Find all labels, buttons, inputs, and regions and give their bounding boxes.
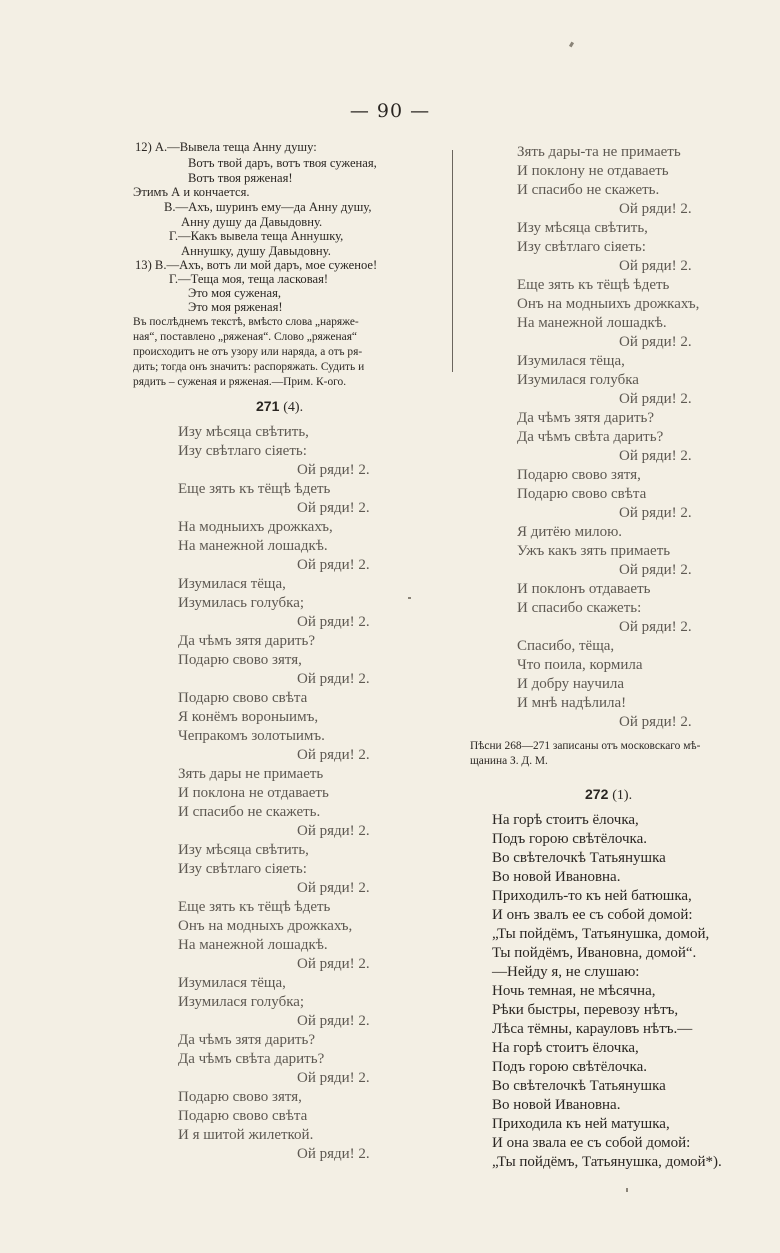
verse-line: Ужъ какъ зять примаеть: [517, 543, 671, 559]
scan-speck: [408, 597, 411, 599]
refrain-line: Ой ряди! 2.: [619, 448, 692, 464]
verse-line: Онъ на модныхъ дрожкахъ,: [178, 918, 353, 934]
verse-line: „Ты пойдёмъ, Татьянушка, домой*).: [492, 1154, 722, 1170]
verse-line: Подарю свово свѣта: [178, 1108, 308, 1124]
refrain-line: Ой ряди! 2.: [619, 391, 692, 407]
song-heading-271: [256, 399, 303, 415]
verse-line: И она звала ее съ собой домой:: [492, 1135, 691, 1151]
refrain-line: Ой ряди! 2.: [619, 562, 692, 578]
footnote-line: рядить – суженая и ряженая.—Прим. К-ого.: [133, 376, 347, 388]
verse-line: Во свѣтелочкѣ Татьянушка: [492, 850, 666, 866]
refrain-line: Ой ряди! 2.: [297, 1146, 370, 1162]
refrain-line: Ой ряди! 2.: [297, 1070, 370, 1086]
column-divider: [452, 150, 453, 372]
verse-line: Еще зять къ тёщѣ ѣдеть: [517, 277, 670, 293]
variant-line: Анну душу да Давыдовну.: [181, 215, 323, 229]
verse-line: И поклона не отдаваеть: [178, 785, 329, 801]
song-variant-number: (4).: [283, 400, 304, 415]
verse-line: Изу мѣсяца свѣтить,: [178, 842, 309, 858]
refrain-line: Ой ряди! 2.: [297, 823, 370, 839]
refrain-line: Ой ряди! 2.: [297, 1013, 370, 1029]
variant-line: Это моя ряженая!: [188, 300, 283, 314]
verse-line: Подъ горою свѣтёлочка.: [492, 831, 647, 847]
verse-line: На манежной лошадкѣ.: [517, 315, 667, 331]
refrain-line: Ой ряди! 2.: [297, 557, 370, 573]
verse-line: Онъ на модныихъ дрожкахъ,: [517, 296, 700, 312]
variant-line: Этимъ А и кончается.: [133, 185, 250, 199]
verse-line: Ночь темная, не мѣсячна,: [492, 983, 656, 999]
verse-line: Зять дары-та не примаеть: [517, 144, 681, 160]
footnote-line: ная“, поставлено „ряженая“. Слово „ряженая“: [133, 331, 357, 343]
refrain-line: Ой ряди! 2.: [297, 500, 370, 516]
verse-line: И спасибо не скажеть.: [517, 182, 660, 198]
verse-line: Изу свѣтлаго сіяеть:: [178, 861, 307, 877]
verse-line: Еще зять къ тёщѣ ѣдеть: [178, 481, 331, 497]
verse-line: Изумилася тёща,: [517, 353, 625, 369]
verse-line: —Нейду я, не слушаю:: [492, 964, 640, 980]
verse-line: Подарю свово зятя,: [178, 1089, 302, 1105]
verse-line: Что поила, кормила: [517, 657, 643, 673]
verse-line: Во новой Ивановна.: [492, 869, 621, 885]
song-heading-272: [585, 787, 632, 803]
verse-line: И мнѣ надѣлила!: [517, 695, 627, 711]
verse-line: На горѣ стоитъ ёлочка,: [492, 812, 639, 828]
footnote-line: дить; тогда онъ значитъ: распоряжать. Судить и: [133, 361, 365, 373]
verse-line: Подарю свово зятя,: [178, 652, 302, 668]
verse-line: „Ты пойдёмъ, Татьянушка, домой,: [492, 926, 710, 942]
verse-line: Изу свѣтлаго сіяеть:: [517, 239, 646, 255]
refrain-line: Ой ряди! 2.: [619, 334, 692, 350]
verse-line: На модныихъ дрожкахъ,: [178, 519, 333, 535]
song-variant-number: (1).: [612, 788, 633, 803]
verse-line: Изумилася голубка;: [178, 994, 305, 1010]
verse-line: И онъ звалъ ее съ собой домой:: [492, 907, 693, 923]
refrain-line: Ой ряди! 2.: [619, 714, 692, 730]
verse-line: Во свѣтелочкѣ Татьянушка: [492, 1078, 666, 1094]
verse-line: Подарю свово зятя,: [517, 467, 641, 483]
refrain-line: Ой ряди! 2.: [619, 619, 692, 635]
verse-line: На горѣ стоитъ ёлочка,: [492, 1040, 639, 1056]
verse-line: Изумилася голубка: [517, 372, 639, 388]
variant-line: В.—Ахъ, шуринъ ему—да Анну душу,: [164, 200, 372, 214]
footnote-line: происходитъ не отъ узору или наряда, а отъ ря-: [133, 346, 363, 358]
source-note-line: щанина З. Д. М.: [470, 755, 548, 767]
refrain-line: Ой ряди! 2.: [619, 505, 692, 521]
verse-line: Лѣса тёмны, карауловъ нѣтъ.—: [492, 1021, 693, 1037]
song-number: 272: [585, 786, 609, 802]
verse-line: И спасибо не скажеть.: [178, 804, 321, 820]
verse-line: И поклонъ отдаваеть: [517, 581, 651, 597]
refrain-line: Ой ряди! 2.: [297, 747, 370, 763]
verse-line: Ты пойдёмъ, Ивановна, домой“.: [492, 945, 697, 961]
verse-line: Во новой Ивановна.: [492, 1097, 621, 1113]
variant-line: Вотъ твоя ряженая!: [188, 171, 293, 185]
verse-line: И добру научила: [517, 676, 625, 692]
refrain-line: Ой ряди! 2.: [297, 671, 370, 687]
variant-line: 13) В.—Ахъ, вотъ ли мой даръ, мое суженое!: [135, 258, 378, 272]
verse-line: Чепракомъ золотыимъ.: [178, 728, 325, 744]
variant-line: Вотъ твой даръ, вотъ твоя суженая,: [188, 156, 377, 170]
scan-speck: [626, 1188, 628, 1192]
variant-line: Аннушку, душу Давыдовну.: [181, 244, 331, 258]
variant-line: 12) А.—Вывела теща Анну душу:: [135, 140, 317, 154]
variant-line: Г.—Какъ вывела теща Аннушку,: [169, 229, 344, 243]
verse-line: Изумилась голубка;: [178, 595, 305, 611]
verse-line: Приходила къ ней матушка,: [492, 1116, 670, 1132]
verse-line: Подъ горою свѣтёлочка.: [492, 1059, 647, 1075]
verse-line: Да чѣмъ свѣта дарить?: [517, 429, 664, 445]
verse-line: Подарю свово свѣта: [517, 486, 647, 502]
verse-line: Рѣки быстры, перевозу нѣтъ,: [492, 1002, 679, 1018]
verse-line: И спасибо скажеть:: [517, 600, 642, 616]
refrain-line: Ой ряди! 2.: [297, 956, 370, 972]
verse-line: Подарю свово свѣта: [178, 690, 308, 706]
refrain-line: Ой ряди! 2.: [297, 614, 370, 630]
verse-line: Приходилъ-то къ ней батюшка,: [492, 888, 692, 904]
verse-line: И поклону не отдаваеть: [517, 163, 669, 179]
variant-line: Г.—Теща моя, теща ласковая!: [169, 272, 329, 286]
scan-speck: [569, 42, 574, 48]
refrain-line: Ой ряди! 2.: [619, 258, 692, 274]
verse-line: Да чѣмъ зятя дарить?: [178, 1032, 316, 1048]
source-note-line: Пѣсни 268—271 записаны отъ московскаго мѣ-: [470, 740, 701, 752]
verse-line: Я конёмъ вороныимъ,: [178, 709, 319, 725]
verse-line: И я шитой жилеткой.: [178, 1127, 314, 1143]
verse-line: Спасибо, тёща,: [517, 638, 615, 654]
verse-line: Я дитёю милою.: [517, 524, 623, 540]
verse-line: Да чѣмъ свѣта дарить?: [178, 1051, 325, 1067]
song-number: 271: [256, 398, 280, 414]
refrain-line: Ой ряди! 2.: [297, 462, 370, 478]
verse-line: Изу свѣтлаго сіяеть:: [178, 443, 307, 459]
verse-line: На манежной лошадкѣ.: [178, 937, 328, 953]
verse-line: Еще зять къ тёщѣ ѣдеть: [178, 899, 331, 915]
verse-line: Изумилася тёща,: [178, 975, 286, 991]
refrain-line: Ой ряди! 2.: [297, 880, 370, 896]
verse-line: Зять дары не примаеть: [178, 766, 324, 782]
verse-line: Изу мѣсяца свѣтить,: [517, 220, 648, 236]
page-number: — 90 —: [349, 100, 431, 122]
refrain-line: Ой ряди! 2.: [619, 201, 692, 217]
verse-line: На манежной лошадкѣ.: [178, 538, 328, 554]
verse-line: Да чѣмъ зятя дарить?: [178, 633, 316, 649]
variant-line: Это моя суженая,: [188, 286, 282, 300]
footnote-line: Въ послѣднемъ текстѣ, вмѣсто слова „наряже-: [133, 316, 359, 328]
verse-line: Изу мѣсяца свѣтить,: [178, 424, 309, 440]
verse-line: Изумилася тёща,: [178, 576, 286, 592]
verse-line: Да чѣмъ зятя дарить?: [517, 410, 655, 426]
